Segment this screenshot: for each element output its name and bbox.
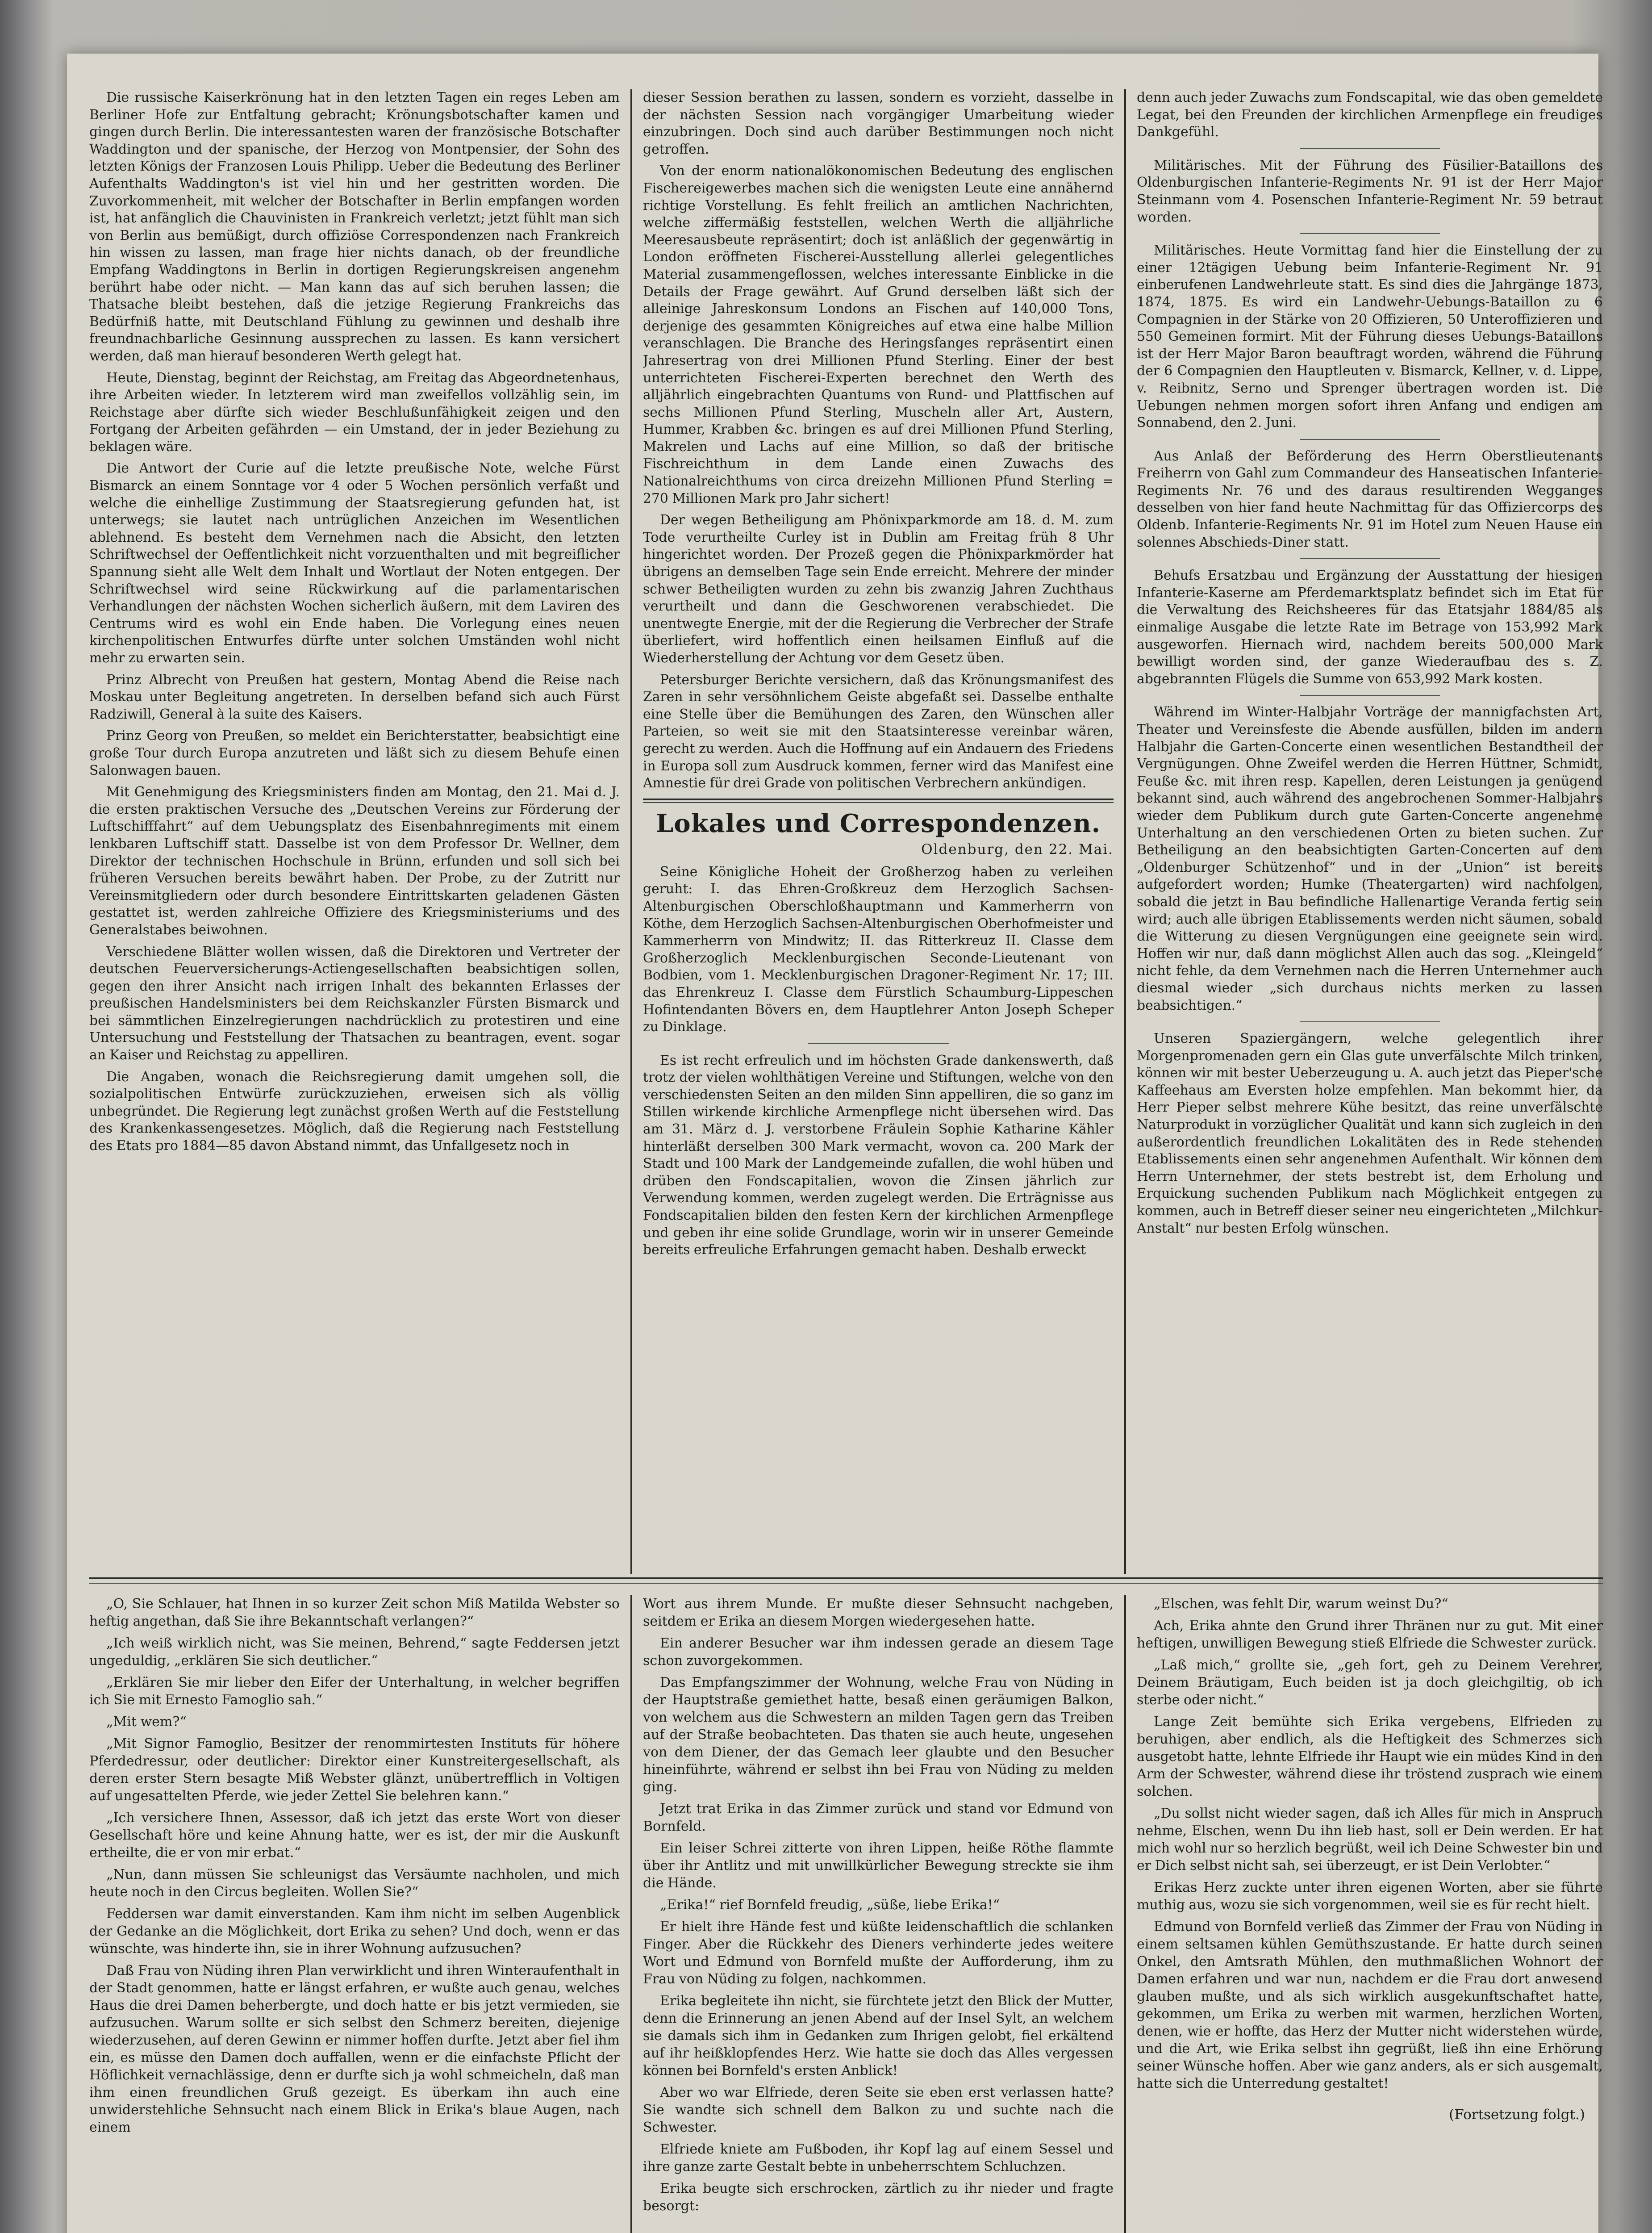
article-kaffeehaus: Unseren Spaziergängern, welche gelegentlich ihrer Morgenpromenaden gern ein Glas gute unverfälschte Milch trinken, können wir mit bester Ueberzeugung u. A. auch jetzt das Pieper'sche Kaffeehaus am Eversten holze empfehlen. Man bekommt hier, da Herr Pieper selbst mehrere Kühe besitzt, das reine unverfälschte Naturprodukt in vorzüglicher Qualität und kann sich zugleich in den außerordentlich freundlichen Lokalitäten des in Rede stehenden Etablissements einen sehr angenehmen Aufenthalt. Wir können dem Herrn Unternehmer, der stets bestrebt ist, dem Erholung und Erquickung suchenden Publikum nach Möglichkeit entgegen zu kommen, auch in Betreff dieser seiner neu eingerichteten „Milchkur-Anstalt“ nur besten Erfolg wünschen. bbox=[1137, 1031, 1603, 1236]
story-paragraph: Elfriede kniete am Fußboden, ihr Kopf lag auf einem Sessel und ihre ganze zarte Gestalt bebte in unbeherrschtem Schluchzen. bbox=[643, 2141, 1114, 2174]
story-paragraph: „Mit Signor Famoglio, Besitzer der renommirtesten Instituts für höhere Pferdedressur, oder deutlicher: Direktor einer Kunstreitergesellschaft, als deren erster Stern besagte Miß Webster glänzt, unübertrefflich in Voltigen auf ungesattelten Pferde, wie jeder Zettel Sie belehren kann.“ bbox=[89, 1736, 620, 1804]
article-phoenixpark: Der wegen Betheiligung am Phönixparkmorde am 18. d. M. zum Tode verurtheilte Curley ist in Dublin am Freitag früh 8 Uhr hingerichtet worden. Der Prozeß gegen die Phönixparkmörder hat übrigens an demselben Tage sein Ende erreicht. Mehrere der minder schwer Betheiligten wurden zu zehn bis zwanzig Jahren Zuchthaus verurtheilt und dann die Geschworenen verabschiedet. Die unentwegte Energie, mit der die Regierung die Verbrecher der Strafe überliefert, wird hoffentlich einen heilsamen Einfluß auf die Wiederherstellung der Achtung vor dem Gesetz üben. bbox=[643, 512, 1114, 666]
article-feuerversicherung: Verschiedene Blätter wollen wissen, daß die Direktoren und Vertreter der deutschen Feuerversicherungs-Actiengesellschaften beabsichtigen sollen, gegen den ihrer Ansicht nach irrigen Inhalt des bekannten Erlasses der preußischen Handelsministers bei dem Reichskanzler Fürsten Bismarck und bei sämmtlichen Einzelregierungen nachdrücklich zu protestiren und eine Untersuchung und Feststellung der Thatsachen zu beantragen, event. sogar an Kaiser und Reichstag zu appelliren. bbox=[89, 944, 620, 1063]
story-paragraph: Erika beugte sich erschrocken, zärtlich zu ihr nieder und fragte besorgt: bbox=[643, 2181, 1114, 2214]
article-militaerisches-2: Militärisches. Heute Vormittag fand hier die Einstellung der zu einer 12tägigen Uebung beim Infanterie-Regiment Nr. 91 einberufenen Landwehrleute statt. Es sind dies die Jahrgänge 1873, 1874, 1875. Es wird ein Landwehr-Uebungs-Bataillon zu 6 Compagnien in der Stärke von 20 Offizieren, 50 Unteroffizieren und 550 Gemeinen formirt. Mit der Führung dieses Uebungs-Bataillons ist der Herr Major Baron beauftragt worden, während die Führung der 6 Compagnien den Hauptleuten v. Bismarck, Kellner, v. d. Lippe, v. Reibnitz, Serno und Sprenger übertragen worden ist. Die Uebungen nehmen morgen sofort ihren Anfang und endigen am Sonnabend, den 2. Juni. bbox=[1137, 243, 1603, 431]
story-paragraph: „Elschen, was fehlt Dir, warum weinst Du?“ bbox=[1154, 1596, 1448, 1612]
news-column-3 bbox=[1137, 89, 1603, 1574]
article-kaiserkroenung: Die russische Kaiserkrönung hat in den letzten Tagen ein reges Leben am Berliner Hofe zur Entfaltung gebracht; Krönungsbotschafter kamen und gingen durch Berlin. Die interessantesten waren der französische Botschafter Waddington und der spanische, der Herzog von Montpensier, der Sohn des letzten Königs der Franzosen Louis Philipp. Ueber die Bedeutung des Berliner Aufenthalts Waddington's ist viel hin und her gestritten worden. Die Zuvorkommenheit, mit welcher der Botschafter in Berlin empfangen worden ist, hat anfänglich die Chauvinisten in Frankreich verletzt; jetzt fühlt man sich von Berlin aus bemüßigt, durch offiziöse Correspondenzen nach Frankreich hin wissen zu lassen, man frage hier nichts danach, ob der freundliche Empfang Waddingtons in Berlin in dortigen Regierungskreisen angenehm berührt habe oder nicht. — Man kann das auf sich beruhen lassen; die Thatsache bleibt bestehen, daß die jetzige Regierung Frankreichs das Bedürfniß hatte, mit Deutschland Fühlung zu gewinnen und deshalb ihre freundnachbarliche Gesinnung aussprechen zu lassen. Es kann versichert werden, daß man hierauf besonderen Werth gelegt hat. bbox=[89, 90, 620, 364]
story-paragraph: „O, Sie Schlauer, hat Ihnen in so kurzer Zeit schon Miß Matilda Webster so heftig angethan, daß Sie ihre Bekanntschaft verlangen?“ bbox=[89, 1596, 620, 1629]
story-paragraph: „Du sollst nicht wieder sagen, daß ich Alles für mich in Anspruch nehme, Elschen, wenn Du ihn lieb hast, soll er Dein werden. Er hat mich wohl nur so herzlich begrüßt, weil ich Deine Schwester bin und er Dich selbst nicht sah, sei überzeugt, er ist Dein Verlobter.“ bbox=[1137, 1806, 1603, 1873]
article-separator bbox=[1300, 439, 1439, 440]
story-paragraph: „Ich versichere Ihnen, Assessor, daß ich jetzt das erste Wort von dieser Gesellschaft höre und keine Ahnung hatte, wer es ist, der mir die Auskunft ertheilte, die er von mir erbat.“ bbox=[89, 1810, 620, 1861]
article-kroenungsmanifest: Petersburger Berichte versichern, daß das Krönungsmanifest des Zaren in sehr versöhnlichem Geiste abgefaßt sei. Dasselbe enthalte eine Stelle über die Bemühungen des Zaren, den Wünschen aller Parteien, so weit sie mit den Staatsinteresse vereinbar wären, gerecht zu werden. Auch die Hoffnung auf ein Andauern des Friedens in Europa soll zum Ausdruck kommen, ferner wird das Manifest eine Amnestie für drei Grade von politischen Verbrechern ankündigen. bbox=[643, 672, 1114, 791]
column-rule bbox=[1124, 1595, 1126, 2233]
article-separator bbox=[808, 1043, 949, 1044]
column-rule bbox=[1124, 89, 1126, 1574]
story-paragraph: Ein leiser Schrei zitterte von ihren Lippen, heiße Röthe flammte über ihr Antlitz und mit unwillkürlicher Bewegung streckte sie ihm die Hände. bbox=[643, 1840, 1114, 1891]
column-rule bbox=[630, 89, 632, 1574]
article-separator bbox=[1300, 148, 1439, 149]
article-fischerei: Von der enorm nationalökonomischen Bedeutung des englischen Fischereigewerbes machen sich die wenigsten Leute eine annähernd richtige Vorstellung. Es fehlt freilich an amtlichen Nachrichten, welche ziffermäßig feststellen, welchen Werth die alljährliche Meeresausbeute repräsentirt; doch ist anläßlich der gegenwärtig in London eröffneten Fischerei-Ausstellung allerlei gelegentliches Material zusammengeflossen, welches interessante Einblicke in die Details der Frage gewährt. Auf Grund derselben läßt sich der alleinige Jahreskonsum Londons an Fischen auf 140,000 Tons, derjenige des gesammten Königreiches auf etwa eine halbe Million veranschlagen. Die Branche des Heringsfanges repräsentirt einen Jahresertrag von drei Millionen Pfund Sterling. Einer der best unterrichteten Fischerei-Experten berechnet den Werth des alljährlich eingebrachten Quantums von Rund- und Plattfischen auf sechs Millionen Pfund Sterling, Muscheln aller Art, Austern, Hummer, Krabben &c. bringen es auf drei Millionen Pfund Sterling, Makrelen und Lachs auf eine Million, so daß der britische Fischreichthum in dem Lande einen Zuwachs des Nationalreichthums von circa dreizehn Millionen Pfund Sterling = 270 Millionen Mark pro Jahr sichert! bbox=[643, 163, 1114, 506]
section-rule-inner bbox=[643, 802, 1114, 803]
article-prinz-georg: Prinz Georg von Preußen, so meldet ein Berichterstatter, beabsichtigt eine große Tour durch Europa anzutreten und läßt sich zu diesem Behufe einen Salonwagen bauen. bbox=[89, 728, 620, 778]
section-rule-top bbox=[643, 799, 1114, 800]
article-luftschiff: Mit Genehmigung des Kriegsministers finden am Montag, den 21. Mai d. J. die ersten praktischen Versuche des „Deutschen Vereins zur Förderung der Luftschifffahrt“ auf dem Uebungsplatz des Eisenbahnregiments mit einem lenkbaren Luftschiff statt. Dasselbe ist von dem Professor Dr. Wellner, dem Direktor der technischen Hochschule in Brünn, erfunden und soll sich bei früheren Versuchen bereits bewährt haben. Der Probe, zu der Zutritt nur Vereinsmitgliedern oder durch besondere Eintrittskarten geladenen Gästen gestattet ist, werden zahlreiche Offiziere des Kriegsministeriums und des Generalstabes beiwohnen. bbox=[89, 784, 620, 938]
feuilleton-section bbox=[89, 1595, 1603, 2233]
story-paragraph: Daß Frau von Nüding ihren Plan verwirklicht und ihren Winteraufenthalt in der Stadt genommen, hatte er längst erfahren, er wußte auch genau, welches Haus die drei Damen beherbergte, und doch hatte er bis jetzt vermieden, sie aufzusuchen. Warum sollte er sich selbst den Schmerz bereiten, diejenige wiederzusehen, auf deren Gewinn er nimmer hoffen durfte. Jetzt aber fiel ihm ein, es müsse den Damen doch auffallen, wenn er die einfachste Pflicht der Höflichkeit vernachlässige, denn er durfte sich ja wohl schmeicheln, daß man ihm einen freundlichen Gruß gezeigt. Es überkam ihn auch eine unwiderstehliche Sehnsucht nach einem Blick in Erika's blaue Augen, nach einem bbox=[89, 1963, 620, 2135]
article-grossherzog: Seine Königliche Hoheit der Großherzog haben zu verleihen geruht: I. das Ehren-Großkreuz dem Herzoglich Sachsen-Altenburgischen Oberschloßhauptmann und Kammerherrn von Köthe, dem Herzoglich Sachsen-Altenburgischen Oberhofmeister und Kammerherrn von Mindwitz; II. das Ritterkreuz II. Classe dem Großherzoglich Mecklenburgischen Seconde-Lieutenant von Bodbien, vom 1. Mecklenburgischen Dragoner-Regiment Nr. 17; III. das Ehrenkreuz I. Classe dem Fürstlich Schaumburg-Lippeschen Hofintendanten Bövers en, dem Hauptlehrer Anton Joseph Scheper zu Dinklage. bbox=[643, 864, 1114, 1035]
continued-note: (Fortsetzung folgt.) bbox=[1449, 2107, 1585, 2123]
story-paragraph: Lange Zeit bemühte sich Erika vergebens, Elfrieden zu beruhigen, aber endlich, als die Heftigkeit des Schmerzes sich ausgetobt hatte, lehnte Elfriede ihr Haupt wie ein müdes Kind in den Arm der Schwester, während diese ihr tröstend zusprach wie einem solchen. bbox=[1137, 1714, 1603, 1799]
article-gartenconcerte: Während im Winter-Halbjahr Vorträge der mannigfachsten Art, Theater und Vereinsfeste die Abende ausfüllen, bilden im andern Halbjahr die Garten-Concerte einen wesentlichen Bestandtheil der Vergnügungen. Ohne Zweifel werden die Herren Hüttner, Schmidt, Feuße &c. mit ihren resp. Kapellen, deren Leistungen ja genügend bekannt sind, auch während des angebrochenen Sommer-Halbjahrs wieder dem Publikum durch gute Garten-Concerte angenehme Unterhaltung an den verschiedenen Orten zu bieten suchen. Zur Betheiligung an den beabsichtigten Garten-Concerten auf dem „Oldenburger Schützenhof“ und in der „Union“ ist bereits aufgefordert worden; Humke (Theatergarten) wird nachfolgen, sobald die jetzt in Bau befindliche Hallenartige Veranda fertig sein wird; auch alle übrigen Etablissements werden nicht säumen, sobald die Witterung zu diesen Vergnügungen eine geeignete sein wird. Hoffen wir nur, daß dann möglichst Allen auch das sog. „Kleingeld“ nicht fehle, da dem Vernehmen nach die Herren Unternehmer auch diesmal wieder „sich durchaus nichts merken zu lassen beabsichtigen.“ bbox=[1137, 704, 1603, 1013]
story-paragraph: „Mit wem?“ bbox=[106, 1714, 187, 1730]
news-section bbox=[89, 89, 1603, 1574]
article-gahl: Aus Anlaß der Beförderung des Herrn Oberstlieutenants Freiherrn von Gahl zum Commandeur des Hanseatischen Infanterie-Regiments Nr. 76 und des daraus resultirenden Wegganges desselben von hier fand heute Nachmittag für das Offiziercorps des Oldenb. Infanterie-Regiments Nr. 91 im Hotel zum Neuen Hause ein solennes Abschieds-Diner statt. bbox=[1137, 448, 1603, 550]
column-rule bbox=[630, 1595, 632, 2233]
feuilleton-rule-top bbox=[89, 1577, 1603, 1579]
story-paragraph: „Erklären Sie mir lieber den Eifer der Unterhaltung, in welcher begriffen ich Sie mit Ernesto Famoglio sah.“ bbox=[89, 1675, 620, 1708]
feuilleton-column-1 bbox=[89, 1595, 620, 2233]
story-paragraph: „Erika!“ rief Bornfeld freudig, „süße, liebe Erika!“ bbox=[660, 1897, 1000, 1913]
article-armenpflege: Es ist recht erfreulich und im höchsten Grade dankenswerth, daß trotz der vielen wohlthätigen Vereine und Stiftungen, welche von den verschiedensten Seiten an den milden Sinn appelliren, die so ganz im Stillen wirkende kirchliche Armenpflege nicht übersehen wird. Das am 31. März d. J. verstorbene Fräulein Sophie Katharine Kähler hinterläßt derselben 300 Mark vermacht, wovon ca. 200 Mark der Stadt und 100 Mark der Landgemeinde zufallen, die wohl hüben und drüben den Fondscapitalien, wovon die Zinsen jährlich zur Verwendung kommen, werden zugelegt werden. Die Erträgnisse aus Fondscapitalien bilden den festen Kern der kirchlichen Armenpflege und geben ihr eine solide Grundlage, worin wir in unserer Gemeinde bereits erfreuliche Erfahrungen gemacht haben. Deshalb erweckt bbox=[643, 1052, 1114, 1258]
news-column-1 bbox=[89, 89, 620, 1574]
story-paragraph: Feddersen war damit einverstanden. Kam ihm nicht im selben Augenblick der Gedanke an die Möglichkeit, dort Erika zu sehen? Und doch, wenn er das wünschte, was hinderte ihn, sie in ihrer Wohnung aufzusuchen? bbox=[89, 1906, 620, 1957]
article-session: dieser Session berathen zu lassen, sondern es vorzieht, dasselbe in der nächsten Session nach vorgängiger Umarbeitung wieder einzubringen. Doch sind auch darüber Bestimmungen noch nicht getroffen. bbox=[643, 90, 1114, 157]
article-fondscapital: denn auch jeder Zuwachs zum Fondscapital, wie das oben gemeldete Legat, bei den Freunden der kirchlichen Armenpflege ein freudiges Dankgefühl. bbox=[1137, 90, 1603, 140]
feuilleton-rule-bottom bbox=[89, 1583, 1603, 1584]
article-separator bbox=[1300, 1021, 1439, 1022]
article-militaerisches-1: Militärisches. Mit der Führung des Füsilier-Bataillons des Oldenburgischen Infanterie-Regiments Nr. 91 ist der Herr Major Steinmann vom 4. Posenschen Infanterie-Regiment Nr. 59 betraut worden. bbox=[1137, 157, 1603, 225]
feuilleton-column-3 bbox=[1137, 1595, 1603, 2233]
page-content bbox=[89, 89, 1603, 2233]
story-paragraph: Erika begleitete ihn nicht, sie fürchtete jetzt den Blick der Mutter, denn die Erinnerung an jenen Abend auf der Insel Sylt, an welchem sie damals sich ihm in Gedanken zum Ihrigen gelobt, fiel erkältend auf ihr heißklopfendes Herz. Wie hatte sie doch das Alles vergessen können bei Bornfeld's ersten Anblick! bbox=[643, 1993, 1114, 2078]
section-heading: Lokales und Correspondenzen. bbox=[655, 808, 1101, 838]
story-paragraph: „Ich weiß wirklich nicht, was Sie meinen, Behrend,“ sagte Feddersen jetzt ungeduldig, „erklären Sie sich deutlicher.“ bbox=[89, 1635, 620, 1668]
article-separator bbox=[1300, 695, 1439, 696]
story-paragraph: Wort aus ihrem Munde. Er mußte dieser Sehnsucht nachgeben, seitdem er Erika an diesem Morgen wiedergesehen hatte. bbox=[643, 1596, 1114, 1629]
dateline: Oldenburg, den 22. Mai. bbox=[921, 841, 1114, 857]
story-paragraph: Aber wo war Elfriede, deren Seite sie eben erst verlassen hatte? Sie wandte sich schnell dem Balkon zu und suchte nach die Schwester. bbox=[643, 2085, 1114, 2135]
story-paragraph: Er hielt ihre Hände fest und küßte leidenschaftlich die schlanken Finger. Aber die Rückkehr des Dieners verhinderte jedes weitere Wort und Edmund von Bornfeld mußte der Aufforderung, ihm zu Frau von Nüding zu folgen, nachkommen. bbox=[643, 1919, 1114, 1987]
article-curie: Die Antwort der Curie auf die letzte preußische Note, welche Fürst Bismarck an einem Sonntage vor 4 oder 5 Wochen persönlich verfaßt und welche die einhellige Zustimmung der Staatsregierung gefunden hat, ist unterwegs; sie lautet nach untrüglichen Anzeichen im Wesentlichen ablehnend. Es besteht dem Vernehmen nach die Absicht, den letzten Schriftwechsel der Oeffentlichkeit nicht vorzuenthalten und mit begreiflicher Spannung sieht alle Welt dem Inhalt und Wortlaut der Noten entgegen. Der Schriftwechsel wird seine Rückwirkung auf die parlamentarischen Verhandlungen der nächsten Wochen sicherlich äußern, mit dem Laviren des Centrums wird es wohl ein Ende haben. Die Vorlegung eines neuen kirchenpolitischen Entwurfes dürfte unter solchen Umständen wohl nicht mehr zu erwarten sein. bbox=[89, 460, 620, 666]
article-reichstag: Heute, Dienstag, beginnt der Reichstag, am Freitag das Abgeordnetenhaus, ihre Arbeiten wieder. In letzterem wird man zweifellos vollzählig sein, im Reichstage aber dürfte sich wieder Beschlußunfähigkeit zeigen und den Fortgang der Arbeiten gefährden — ein Umstand, der in jeder Beziehung zu beklagen wäre. bbox=[89, 370, 620, 455]
story-paragraph: Edmund von Bornfeld verließ das Zimmer der Frau von Nüding in einem seltsamen kühlen Gemüthszustande. Er hatte durch seinen Onkel, den Amtsrath Mühlen, den muthmaßlichen Wohnort der Damen erfahren und war nun, nachdem er die Frau dort anwesend glauben mußte, und als sich wirklich ausgekunftschaftet hatte, gekommen, um Erika zu werben mit warmen, herzlichen Worten, denen, wie er hoffte, das Herz der Mutter nicht widerstehen würde, und die Art, wie Erika selbst ihn gegrüßt, ließ ihn eine Erhörung seiner Wünsche hoffen. Aber wie ganz anders, als er sich ausgemalt, hatte sich die Unterredung gestaltet! bbox=[1137, 1919, 1603, 2091]
article-separator bbox=[1300, 233, 1439, 234]
article-prinz-albrecht: Prinz Albrecht von Preußen hat gestern, Montag Abend die Reise nach Moskau unter Begleitung angetreten. In derselben befand sich auch Fürst Radziwill, General à la suite des Kaisers. bbox=[89, 672, 620, 722]
article-kaserne: Behufs Ersatzbau und Ergänzung der Ausstattung der hiesigen Infanterie-Kaserne am Pferdemarktsplatz befindet sich im Etat für die Verwaltung des Reichsheeres für das Etatsjahr 1884/85 als einmalige Ausgabe die letzte Rate im Betrage von 153,992 Mark ausgeworfen. Hiernach wird, nachdem bereits 500,000 Mark bewilligt worden sind, der ganze Wiederaufbau des s. Z. abgebrannten Flügels die Summe von 653,992 Mark kosten. bbox=[1137, 568, 1603, 687]
story-paragraph: „Nun, dann müssen Sie schleunigst das Versäumte nachholen, und mich heute noch in den Circus begleiten. Wollen Sie?“ bbox=[89, 1867, 620, 1900]
article-separator bbox=[1300, 558, 1439, 559]
story-paragraph: Ein anderer Besucher war ihm indessen gerade an diesem Tage schon zuvorgekommen. bbox=[643, 1635, 1114, 1668]
story-paragraph: Das Empfangszimmer der Wohnung, welche Frau von Nüding in der Hauptstraße gemiethet hatte, besaß einen geräumigen Balkon, von welchem aus die Schwestern an milden Tagen gern das Treiben auf der Straße beobachteten. Das thaten sie auch heute, ungesehen von dem Diener, der das Gemach leer glaubte und den Besucher hineinführte, während er selbst ihn bei Frau von Nüding zu melden ging. bbox=[643, 1675, 1114, 1795]
story-paragraph: Erikas Herz zuckte unter ihren eigenen Worten, aber sie führte muthig aus, wozu sie sich vorgenommen, weil sie es für recht hielt. bbox=[1137, 1880, 1603, 1913]
news-column-2 bbox=[643, 89, 1114, 1574]
story-paragraph: Ach, Erika ahnte den Grund ihrer Thränen nur zu gut. Mit einer heftigen, unwilligen Bewegung stieß Elfriede die Schwester zurück. bbox=[1137, 1618, 1603, 1651]
feuilleton-column-2 bbox=[643, 1595, 1114, 2233]
story-paragraph: Jetzt trat Erika in das Zimmer zurück und stand vor Edmund von Bornfeld. bbox=[643, 1801, 1114, 1834]
story-paragraph: „Laß mich,“ grollte sie, „geh fort, geh zu Deinem Verehrer, Deinem Bräutigam, Euch beiden ist ja doch gleichgiltig, ob ich sterbe oder nicht.“ bbox=[1137, 1657, 1603, 1708]
article-sozialpolitik: Die Angaben, wonach die Reichsregierung damit umgehen soll, die sozialpolitischen Entwürfe zurückzuziehen, erweisen sich als völlig unbegründet. Die Regierung legt zunächst großen Werth auf die Feststellung des Krankenkassengesetzes. Möglich, daß die Regierung nach Feststellung des Etats pro 1884—85 davon Abstand nimmt, das Unfallgesetz noch in bbox=[89, 1069, 620, 1154]
